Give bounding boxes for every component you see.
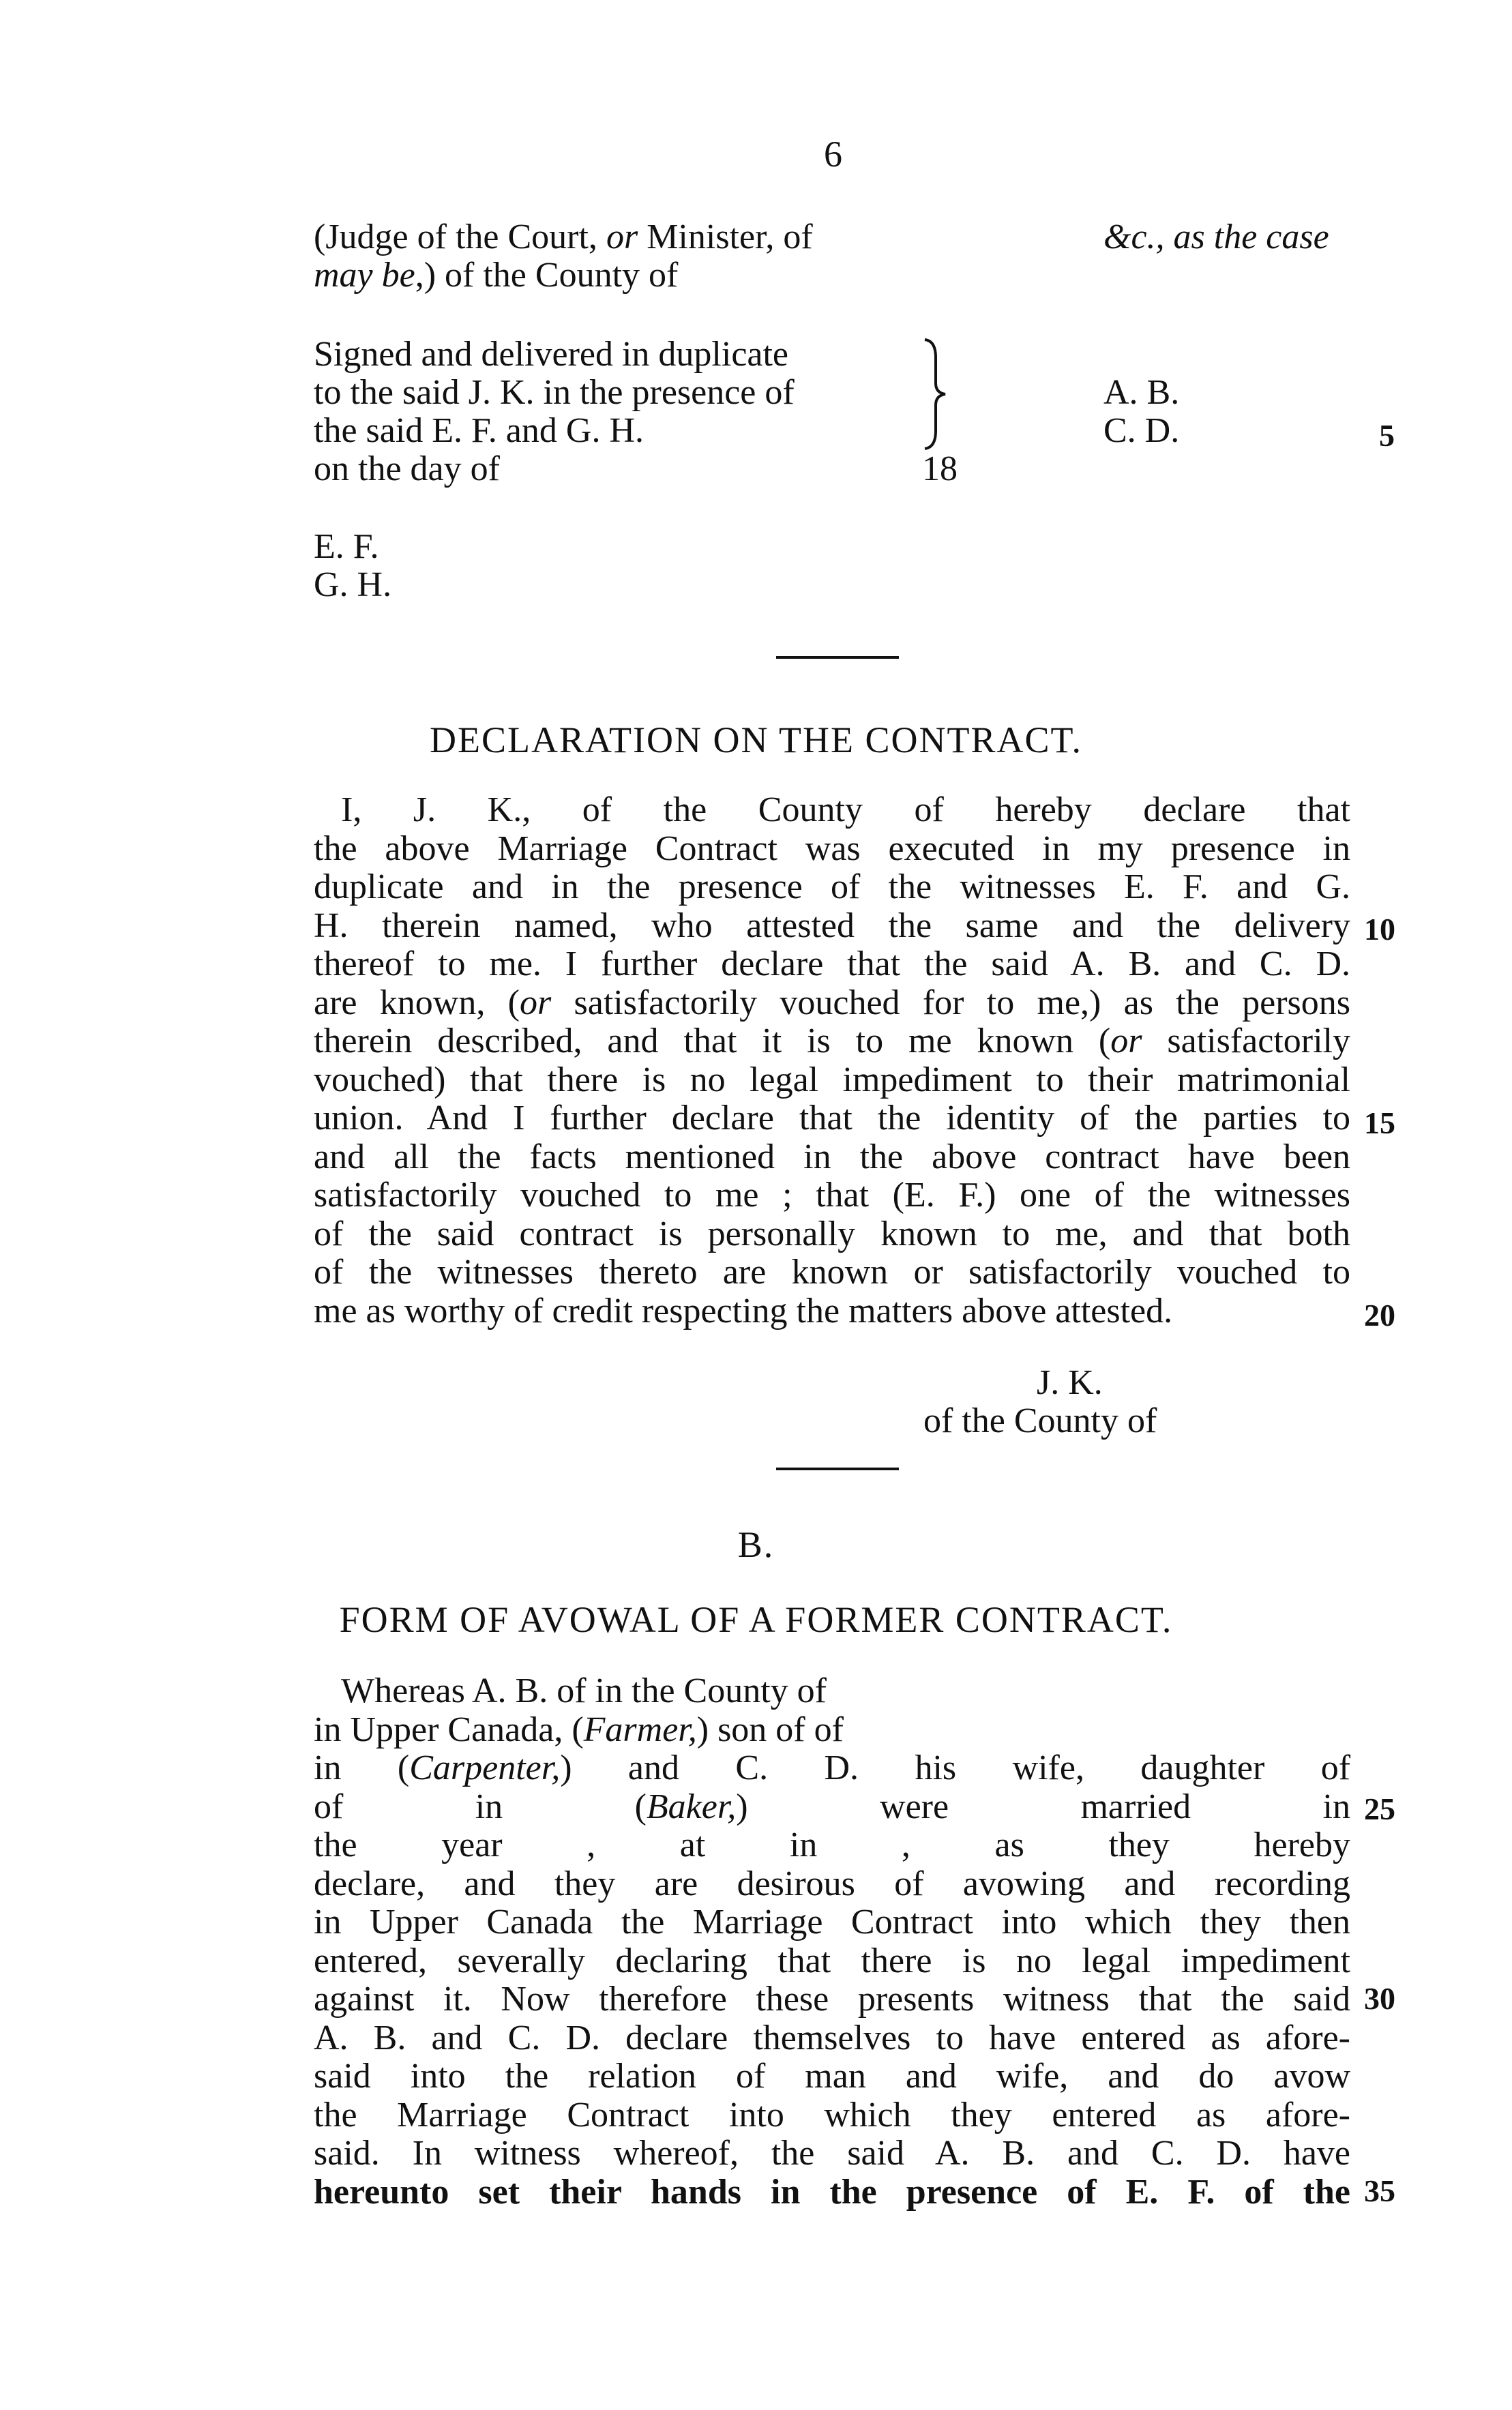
witness-gh: G. H. (314, 565, 392, 604)
line-number-30: 30 (1364, 1981, 1395, 2016)
avowal-line: in Upper Canada the Marriage Contract into which they then (314, 1903, 1350, 1942)
declaration-line: are known, (or satisfactorily vouched for to me,) as the persons (314, 983, 1350, 1022)
avowal-line: entered, severally declaring that there is no legal impediment (314, 1941, 1350, 1980)
declaration-heading: DECLARATION ON THE CONTRACT. (430, 719, 1082, 760)
declaration-line: satisfactorily vouched to me ; that (E. F.) one of the witnesses (314, 1176, 1350, 1215)
declaration-signature-name: J. K. (1037, 1363, 1103, 1402)
line-number-20: 20 (1364, 1298, 1395, 1333)
section-b-heading: FORM OF AVOWAL OF A FORMER CONTRACT. (339, 1599, 1173, 1640)
declaration-line: union. And I further declare that the identity of the parties to (314, 1099, 1350, 1137)
declaration-line: I, J. K., of the County of hereby declare that (341, 790, 1350, 829)
declaration-line: therein described, and that it is to me known (or satisfactorily (314, 1022, 1350, 1060)
signed-line-3: the said E. F. and G. H. (314, 411, 644, 450)
line-number-5: 5 (1379, 418, 1395, 453)
curly-brace-icon (921, 337, 948, 451)
avowal-line: in (Carpenter,) and C. D. his wife, daughter of (314, 1749, 1351, 1787)
declaration-line: of the said contract is personally known to me, and that both (314, 1214, 1350, 1253)
declaration-body (314, 791, 1350, 1330)
avowal-line: in Upper Canada, (Farmer,) son of of (314, 1710, 844, 1749)
declaration-line: thereof to me. I further declare that the said A. B. and C. D. (314, 944, 1350, 983)
declaration-line: H. therein named, who attested the same and the delivery (314, 906, 1350, 945)
avowal-line: the Marriage Contract into which they entered as afore- (314, 2095, 1350, 2134)
line-number-15: 15 (1364, 1105, 1395, 1140)
declaration-line: the above Marriage Contract was executed in my presence in (314, 829, 1350, 868)
declaration-line: vouched) that there is no legal impediment to their matrimonial (314, 1060, 1350, 1099)
top-line-right: &c., as the case (1103, 218, 1329, 256)
declaration-line: me as worthy of credit respecting the matters above attested. (314, 1291, 1173, 1330)
line-number-35: 35 (1364, 2173, 1395, 2208)
signed-line-1: Signed and delivered in duplicate (314, 335, 789, 374)
declaration-line: duplicate and in the presence of the witnesses E. F. and G. (314, 867, 1350, 906)
declaration-line: and all the facts mentioned in the above contract have been (314, 1137, 1350, 1176)
avowal-line: declare, and they are desirous of avowing and recording (314, 1864, 1350, 1903)
page-number: 6 (824, 134, 842, 175)
top-line-2: may be,) of the County of (314, 256, 679, 295)
line-number-10: 10 (1364, 912, 1395, 947)
top-line-left: (Judge of the Court, or Minister, of (314, 218, 813, 256)
signed-line-4: on the day of (314, 449, 500, 488)
avowal-line: Whereas A. B. of in the County of (341, 1671, 827, 1710)
avowal-line: said. In witness whereof, the said A. B. and C. D. have (314, 2134, 1350, 2173)
divider-rule (776, 656, 899, 659)
declaration-signature-county: of the County of (923, 1401, 1157, 1440)
avowal-line: the year , at in , as they hereby (314, 1826, 1350, 1864)
witness-ef: E. F. (314, 527, 379, 566)
avowal-line: A. B. and C. D. declare themselves to have entered as afore- (314, 2018, 1350, 2057)
signature-ab: A. B. (1103, 373, 1180, 412)
divider-rule (776, 1468, 899, 1470)
avowal-line: hereunto set their hands in the presence of E. F. of the (314, 2172, 1350, 2212)
signed-line-2: to the said J. K. in the presence of (314, 373, 795, 412)
declaration-line: of the witnesses thereto are known or satisfactorily vouched to (314, 1253, 1350, 1292)
signed-year: 18 (922, 449, 958, 488)
signature-cd: C. D. (1103, 411, 1180, 450)
avowal-line: of in (Baker,) were married in (314, 1787, 1350, 1826)
avowal-line: against it. Now therefore these presents witness that the said (314, 1980, 1350, 2019)
avowal-line: said into the relation of man and wife, and do avow (314, 2057, 1350, 2096)
avowal-body (314, 1672, 1350, 2212)
line-number-25: 25 (1364, 1791, 1395, 1826)
section-b-letter: B. (737, 1524, 775, 1565)
